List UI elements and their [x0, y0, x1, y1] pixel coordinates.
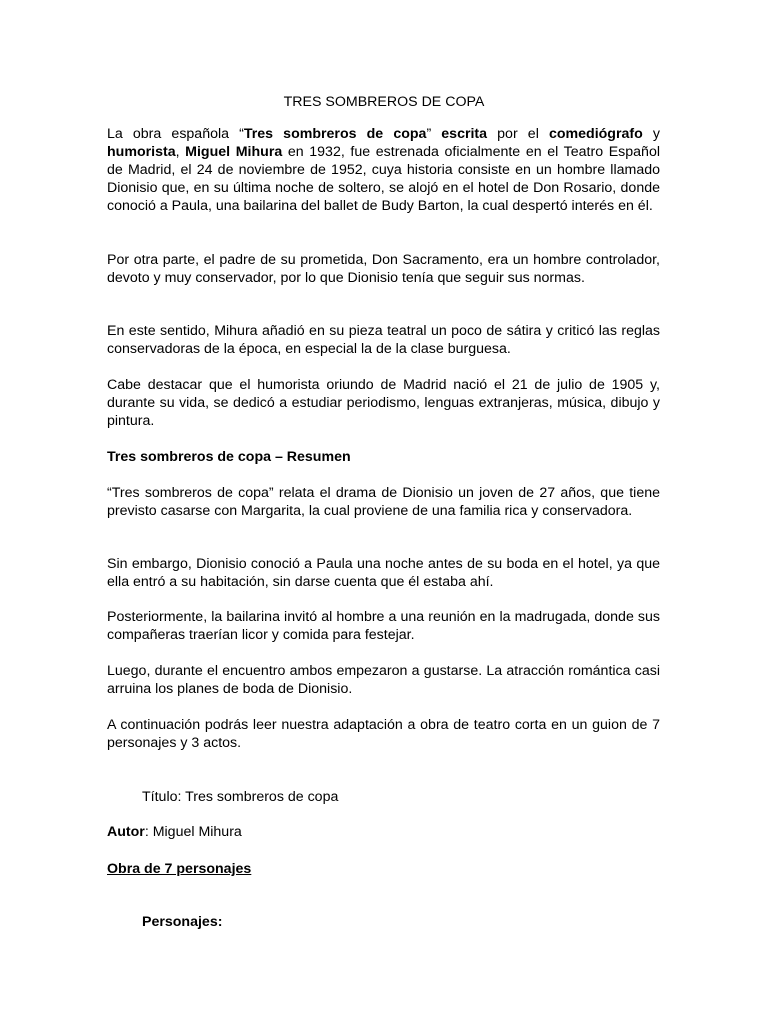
intro-bold-humorista: humorista [107, 144, 176, 160]
intro-text-3: por el [487, 126, 549, 142]
intro-text-1: La obra española “ [107, 126, 244, 142]
obra-heading: Obra de 7 personajes [107, 861, 252, 877]
paragraph-resumen: “Tres sombreros de copa” relata el drama de Dionisio un joven de 27 años, que tiene previsto casarse con Margarita, la cual proviene de una familia rica y conservadora. [107, 485, 660, 519]
paragraph-continuacion: A continuación podrás leer nuestra adaptación a obra de teatro corta en un guion de 7 personajes y 3 actos. [107, 717, 660, 751]
titulo-line: Título: Tres sombreros de copa [142, 789, 339, 805]
intro-bold-comediografo: comediógrafo [548, 126, 643, 142]
paragraph-padre: Por otra parte, el padre de su prometida, Don Sacramento, era un hombre controlador, devoto y muy conservador, por lo que Dionisio tenía que seguir sus normas. [107, 252, 660, 286]
paragraph-luego: Luego, durante el encuentro ambos empezaron a gustarse. La atracción romántica casi arruina los planes de boda de Dionisio. [107, 663, 660, 697]
paragraph-posteriormente: Posteriormente, la bailarina invitó al hombre a una reunión en la madrugada, donde sus compañeras traerían licor y comida para festejar. [107, 609, 660, 643]
paragraph-sin-embargo: Sin embargo, Dionisio conoció a Paula una noche antes de su boda en el hotel, ya que ella entró a su habitación, sin darse cuenta que él estaba ahí. [107, 556, 660, 590]
summary-heading: Tres sombreros de copa – Resumen [107, 449, 351, 465]
intro-bold-author: Miguel Mihura [185, 144, 283, 160]
autor-line [107, 823, 660, 841]
autor-value: : Miguel Mihura [144, 824, 242, 840]
intro-paragraph [107, 125, 660, 215]
intro-text-6: en 1932, fue estrenada oficialmente en el Teatro Español de Madrid, el 24 de noviembre de 1952, cuya historia consiste en un hombre llamado Dionisio que, en su última noche de soltero, se alojó en el hotel de Don Rosario, donde conoció a Paula, una bailarina del ballet de Budy Barton, la cual despertó interés en él. [107, 144, 660, 214]
autor-label: Autor [107, 824, 145, 840]
intro-text-2: ” [426, 126, 442, 142]
intro-bold-title: Tres sombreros de copa [243, 126, 427, 142]
personajes-heading: Personajes: [142, 914, 223, 930]
paragraph-satira: En este sentido, Mihura añadió en su pieza teatral un poco de sátira y criticó las reglas conservadoras de la época, en especial la de la clase burguesa. [107, 323, 660, 357]
intro-bold-escrita: escrita [441, 126, 488, 142]
intro-text-5: , [175, 144, 186, 160]
paragraph-biografia: Cabe destacar que el humorista oriundo de Madrid nació el 21 de julio de 1905 y, durante su vida, se dedicó a estudiar periodismo, lenguas extranjeras, música, dibujo y pintura. [107, 377, 660, 429]
document-title: TRES SOMBREROS DE COPA [283, 94, 485, 110]
intro-text-4: y [642, 126, 660, 142]
